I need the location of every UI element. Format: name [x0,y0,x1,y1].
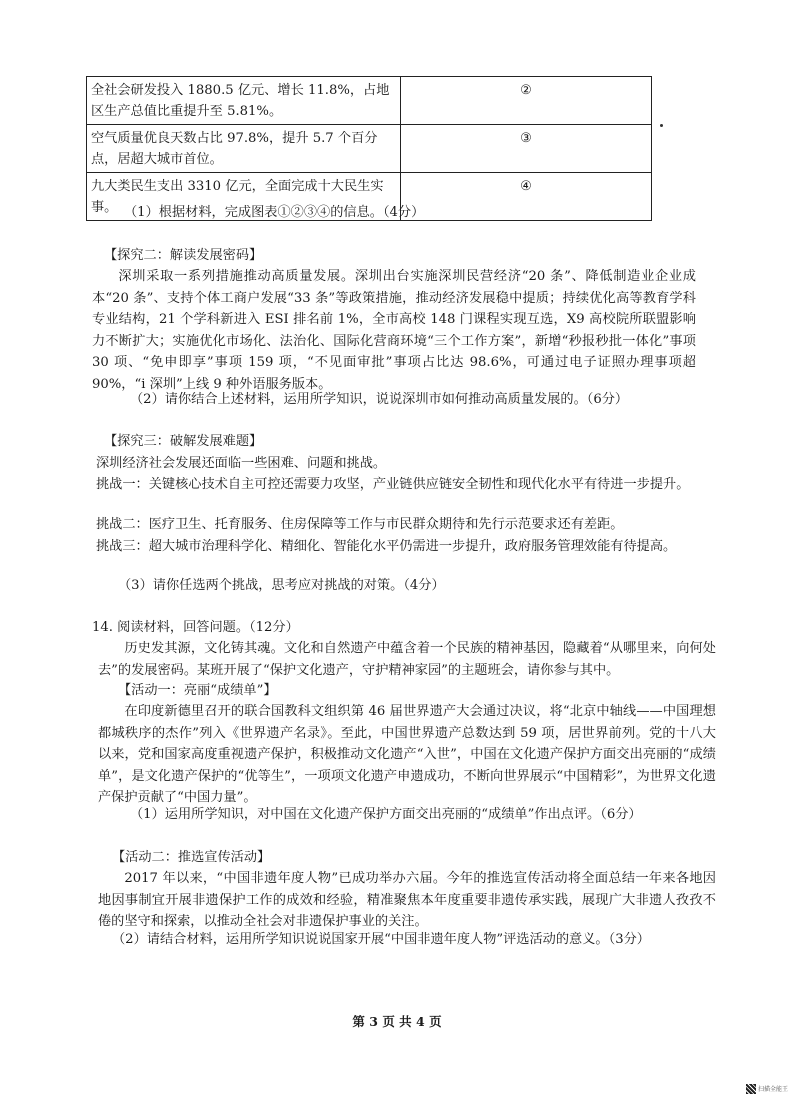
scanner-logo [746,1084,788,1095]
scan-dot [660,124,663,127]
q13-sub2: （2）请你结合上述材料，运用所学知识，说说深圳市如何推动高质量发展的。（6分） [130,392,629,407]
table-cell: 全社会研发投入 1880.5 亿元、增长 11.8%，占地区生产总值比重提升至 5.81%。 [87,77,401,125]
table-cell-answer: ③ [401,125,652,173]
q14-intro: 历史发其源，文化铸其魂。文化和自然遗产中蕴含着一个民族的精神基因，隐藏着“从哪里来，向何处去”的发展密码。某班开展了“保护文化遗产，守护精神家园”的主题班会，请你参与其中。 [98,641,716,678]
page-footer: 第 3 页 共 4 页 [352,1014,442,1029]
activity-1-text: 在印度新德里召开的联合国教科文组织第 46 届世界遗产大会通过决议，将“北京中轴线——中国理想都城秩序的杰作”列入《世界遗产名录》。至此，中国世界遗产总数达到 59 项，居世界前列。党的十八大以来，党和国家高度重视遗产保护，积极推动文化遗产“入世”，中国在文化遗产保护方面交出亮丽的“成绩单”，是文化遗产保护的“优等生”，一项项文化遗产申遗成功，不断向世界展示“中国精彩”，为世界文化遗产保护贡献了“中国力量”。 [98,704,716,805]
table-row [87,77,652,125]
exploration-2-title: 【探究二：解读发展密码】 [104,248,263,263]
q13-sub1: （1）根据材料，完成图表①②③④的信息。（4分） [124,205,425,220]
activity-1-title: 【活动一：亮丽“成绩单”】 [118,683,277,698]
table-cell-answer: ② [401,77,652,125]
table-cell: 九大类民生支出 3310 亿元，全面完成十大民生实事。 [87,173,401,221]
exploration-3-intro: 深圳经济社会发展还面临一些困难、问题和挑战。 [96,456,387,471]
challenge-2: 挑战二：医疗卫生、托育服务、住房保障等工作与市民群众期待和先行示范要求还有差距。 [96,517,624,532]
challenge-1: 挑战一：关键核心技术自主可控还需要力攻坚，产业链供应链安全韧性和现代化水平有待进一步提升。 [96,477,690,492]
qr-icon [746,1084,756,1094]
q13-sub3: （3）请你任选两个挑战，思考应对挑战的对策。（4分） [118,578,445,593]
q14-head: 14. 阅读材料，回答问题。（12分） [92,620,299,635]
activity-2-text: 2017 年以来，“中国非遗年度人物”已成功举办六届。今年的推选宣传活动将全面总结一年来各地因地因事制宜开展非遗保护工作的成效和经验，精准聚焦本年度重要非遗传承实践，展现广大非遗人孜孜不倦的坚守和探索，以推动全社会对非遗保护事业的关注。 [98,871,716,929]
table-cell-answer: ④ [401,173,652,221]
table-cell: 空气质量优良天数占比 97.8%，提升 5.7 个百分点，居超大城市首位。 [87,125,401,173]
info-table [86,76,652,221]
challenge-3: 挑战三：超大城市治理科学化、精细化、智能化水平仍需进一步提升，政府服务管理效能有待提高。 [96,539,677,554]
table-row [87,125,652,173]
q14-sub2: （2）请结合材料，运用所学知识说说国家开展“中国非遗年度人物”评选活动的意义。（3分） [112,932,650,947]
exploration-3-title: 【探究三：破解发展难题】 [104,434,263,449]
scanner-logo-text: 扫描全能王 [757,1085,788,1093]
q14-sub1: （1）运用所学知识，对中国在文化遗产保护方面交出亮丽的“成绩单”作出点评。（6分） [130,807,642,822]
exploration-2-text: 深圳采取一系列措施推动高质量发展。深圳出台实施深圳民营经济“20 条”、降低制造业企业成本“20 条”、支持个体工商户发展“33 条”等政策措施，推动经济发展稳中提质；持续优化高等教育学科专业结构，21 个学科新进入 ESI 排名前 1%，全市高校 148 门课程实现互选，X9 高校院所联盟影响力不断扩大；实施优化市场化、法治化、国际化营商环境“三个工作方案”，新增“秒报秒批一体化”事项 30 项、“免申即享”事项 159 项，“不见面审批”事项占比达 98.6%，可通过电子证照办理事项超 90%，“i 深圳”上线 9 种外语服务版本。 [92,269,696,392]
activity-2-title: 【活动二：推选宣传活动】 [112,850,271,865]
